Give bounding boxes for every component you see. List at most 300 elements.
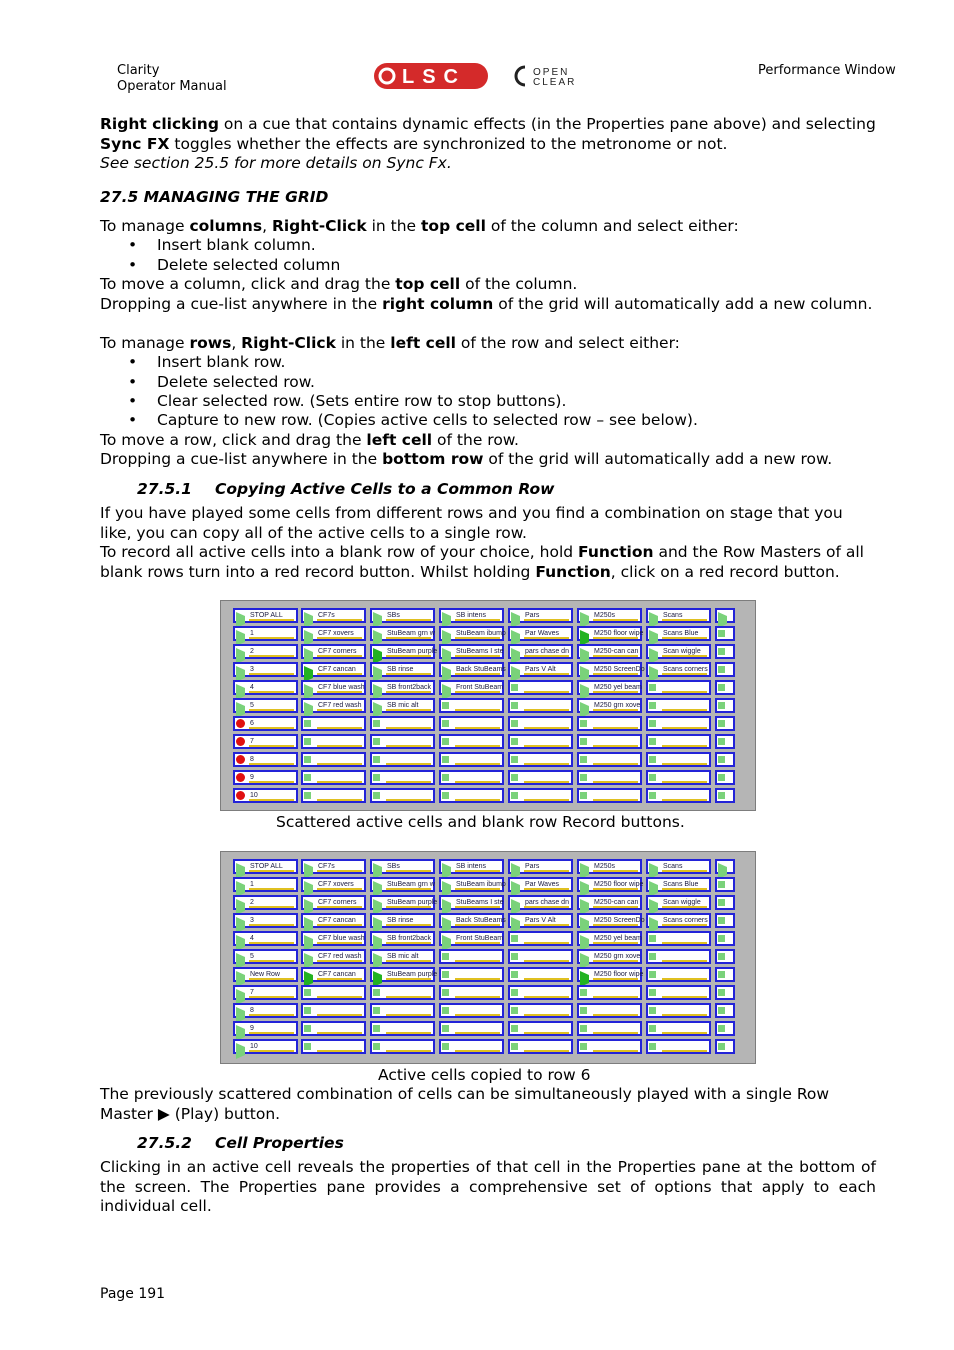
cell-progress-bar xyxy=(317,870,362,872)
grid-cell[interactable] xyxy=(715,985,735,1000)
grid-cell-label: New Row xyxy=(250,971,280,978)
grid-cell[interactable] xyxy=(233,985,298,1000)
grid-cell[interactable] xyxy=(646,985,711,1000)
grid-cell[interactable] xyxy=(508,626,573,641)
grid-cell-label: SB front2back xyxy=(387,684,431,691)
grid-cell[interactable] xyxy=(370,949,435,964)
grid-cell[interactable] xyxy=(301,752,366,767)
grid-cell[interactable] xyxy=(715,1021,735,1036)
grid-cell[interactable] xyxy=(646,626,711,641)
stop-icon xyxy=(511,756,518,763)
grid-cell-label: SBs xyxy=(387,863,400,870)
cell-progress-bar xyxy=(249,745,294,747)
grid-cell[interactable] xyxy=(577,608,642,623)
cell-progress-bar xyxy=(386,888,431,890)
grid-cell[interactable] xyxy=(301,1003,366,1018)
grid-cell[interactable] xyxy=(508,644,573,659)
grid-cell[interactable] xyxy=(301,859,366,874)
grid-cell[interactable] xyxy=(646,788,711,803)
cell-progress-bar xyxy=(249,996,294,998)
cell-progress-bar xyxy=(524,1014,569,1016)
grid-cell[interactable] xyxy=(646,680,711,695)
cell-progress-bar xyxy=(524,870,569,872)
grid-screenshot-scattered xyxy=(220,600,756,811)
cell-progress-bar xyxy=(317,978,362,980)
cell-progress-bar xyxy=(386,637,431,639)
grid-cell[interactable] xyxy=(508,788,573,803)
cell-progress-bar xyxy=(455,619,500,621)
grid-row xyxy=(231,1039,749,1054)
grid-cell[interactable] xyxy=(370,877,435,892)
cell-progress-bar xyxy=(249,1032,294,1034)
grid-cell-label: SB mic alt xyxy=(387,953,419,960)
grid-cell-label: 7 xyxy=(250,738,254,745)
grid-cell[interactable] xyxy=(370,788,435,803)
grid-cell[interactable] xyxy=(715,949,735,964)
cell-progress-bar xyxy=(317,799,362,801)
grid-cell[interactable] xyxy=(577,662,645,677)
grid-cell[interactable] xyxy=(439,859,504,874)
cell-progress-bar xyxy=(455,870,500,872)
grid-cell[interactable] xyxy=(577,680,642,695)
grid-cell-label: 6 xyxy=(250,720,254,727)
grid-cell[interactable] xyxy=(577,698,642,713)
grid-cell[interactable] xyxy=(370,752,435,767)
cell-progress-bar xyxy=(524,924,569,926)
grid-cell[interactable] xyxy=(508,931,573,946)
grid-cell-label: Scans corners xyxy=(663,917,708,924)
cell-progress-bar xyxy=(455,1032,500,1034)
grid-cell[interactable] xyxy=(577,913,645,928)
grid-cell[interactable] xyxy=(301,644,366,659)
cell-progress-bar xyxy=(662,763,707,765)
cell-progress-bar xyxy=(455,745,500,747)
grid-cell[interactable] xyxy=(233,1021,298,1036)
grid-cell[interactable] xyxy=(439,770,504,785)
grid-cell[interactable] xyxy=(508,680,573,695)
grid-cell[interactable] xyxy=(715,608,735,623)
grid-cell[interactable] xyxy=(233,680,298,695)
grid-cell[interactable] xyxy=(508,716,573,731)
cell-progress-bar xyxy=(249,673,294,675)
grid-cell[interactable] xyxy=(439,913,504,928)
grid-cell[interactable] xyxy=(508,1039,573,1054)
stop-icon xyxy=(649,1043,656,1050)
cell-progress-bar xyxy=(317,942,362,944)
cell-progress-bar xyxy=(524,1050,569,1052)
cell-progress-bar xyxy=(455,781,500,783)
grid-cell[interactable] xyxy=(301,895,366,910)
grid-cell[interactable] xyxy=(370,698,435,713)
cell-progress-bar xyxy=(317,1032,362,1034)
cell-progress-bar xyxy=(524,942,569,944)
grid-cell[interactable] xyxy=(439,1039,504,1054)
grid-cell[interactable] xyxy=(508,949,573,964)
cell-progress-bar xyxy=(455,691,500,693)
grid-cell-label: Pars xyxy=(525,612,540,619)
grid-cell[interactable] xyxy=(370,716,435,731)
grid-cell[interactable] xyxy=(715,1039,735,1054)
grid-cell[interactable] xyxy=(715,931,735,946)
cell-progress-bar xyxy=(386,1014,431,1016)
cell-progress-bar xyxy=(593,637,638,639)
stop-icon xyxy=(718,720,725,727)
cell-progress-bar xyxy=(593,727,638,729)
grid-cell[interactable] xyxy=(301,662,366,677)
grid-cell[interactable] xyxy=(646,913,711,928)
grid-cell-label: Par Waves xyxy=(525,630,559,637)
grid-cell-label: 2 xyxy=(250,899,254,906)
grid-cell[interactable] xyxy=(646,859,711,874)
cell-progress-bar xyxy=(317,781,362,783)
grid-cell[interactable] xyxy=(646,644,711,659)
cell-progress-bar xyxy=(386,763,431,765)
grid-cell-label: M250 ScreenDo xyxy=(594,666,645,673)
drop-column-text: Dropping a cue-list anywhere in the right column of the grid will automatically add a new column. xyxy=(100,295,873,313)
grid-cell[interactable] xyxy=(577,859,642,874)
grid-cell-label: M250 grn xove xyxy=(594,953,641,960)
grid-cell[interactable] xyxy=(577,788,642,803)
cell-progress-bar xyxy=(593,1032,638,1034)
cell-progress-bar xyxy=(593,673,638,675)
grid-cell[interactable] xyxy=(233,931,298,946)
grid-cell[interactable] xyxy=(715,1003,735,1018)
grid-cell[interactable] xyxy=(233,913,298,928)
grid-cell[interactable] xyxy=(370,967,438,982)
grid-cell[interactable] xyxy=(508,859,573,874)
grid-cell[interactable] xyxy=(646,895,711,910)
stop-icon xyxy=(511,935,518,942)
stop-icon xyxy=(649,684,656,691)
cell-progress-bar xyxy=(386,745,431,747)
grid-cell[interactable] xyxy=(715,913,735,928)
stop-icon xyxy=(511,738,518,745)
grid-cell[interactable] xyxy=(577,1021,642,1036)
grid-cell[interactable] xyxy=(439,680,504,695)
grid-cell[interactable] xyxy=(301,985,366,1000)
grid-cell[interactable] xyxy=(301,913,366,928)
grid-cell[interactable] xyxy=(646,877,711,892)
stop-icon xyxy=(511,720,518,727)
svg-text:LSC: LSC xyxy=(402,66,466,88)
grid-cell[interactable] xyxy=(439,734,504,749)
grid-cell[interactable] xyxy=(508,895,573,910)
cell-progress-bar xyxy=(662,799,707,801)
grid-cell[interactable] xyxy=(233,734,298,749)
grid-cell[interactable] xyxy=(577,752,642,767)
grid-cell[interactable] xyxy=(577,895,642,910)
grid-cell[interactable] xyxy=(439,752,504,767)
record-icon xyxy=(236,773,245,782)
rows-intro: To manage rows, Right-Click in the left cell of the row and select either: xyxy=(100,334,680,352)
grid-cell[interactable] xyxy=(439,985,504,1000)
grid-cell-label: CF7 red wash xyxy=(318,702,362,709)
grid-cell[interactable] xyxy=(439,626,504,641)
grid-cell[interactable] xyxy=(233,608,298,623)
cell-progress-bar xyxy=(593,781,638,783)
grid-cell-label: M250 floor wipe xyxy=(594,881,644,888)
grid-cell[interactable] xyxy=(370,985,435,1000)
grid-cell[interactable] xyxy=(577,644,642,659)
grid-cell-label: CF7s xyxy=(318,612,335,619)
grid-cell[interactable] xyxy=(577,967,642,982)
grid-cell[interactable] xyxy=(439,949,504,964)
cell-progress-bar xyxy=(317,727,362,729)
record-icon xyxy=(236,737,245,746)
grid-cell[interactable] xyxy=(508,608,573,623)
cell-progress-bar xyxy=(524,619,569,621)
grid-cell[interactable] xyxy=(577,931,642,946)
grid-cell-label: 2 xyxy=(250,648,254,655)
stop-icon xyxy=(373,720,380,727)
stop-icon xyxy=(442,792,449,799)
grid-cell[interactable] xyxy=(370,1039,435,1054)
grid-cell[interactable] xyxy=(508,1003,573,1018)
grid-cell[interactable] xyxy=(370,931,435,946)
grid-cell[interactable] xyxy=(715,716,735,731)
grid-cell-label: M250 floor wipe xyxy=(594,971,644,978)
grid-cell-label: pars chase dn xyxy=(525,899,569,906)
stop-icon xyxy=(649,792,656,799)
grid-row xyxy=(231,859,749,874)
stop-icon xyxy=(580,1025,587,1032)
stop-icon xyxy=(373,792,380,799)
grid-cell[interactable] xyxy=(233,1039,298,1054)
cell-progress-bar xyxy=(249,924,294,926)
grid-cell[interactable] xyxy=(233,770,298,785)
grid-cell[interactable] xyxy=(508,1021,573,1036)
grid-cell-label: SB intens xyxy=(456,863,486,870)
grid-cell[interactable] xyxy=(301,734,366,749)
grid-cell[interactable] xyxy=(508,967,573,982)
grid-cell[interactable] xyxy=(577,985,642,1000)
grid-cell-label: StuBeam purple xyxy=(387,971,438,978)
grid-cell[interactable] xyxy=(715,752,735,767)
grid-cell[interactable] xyxy=(577,626,642,641)
grid-cell[interactable] xyxy=(301,1021,366,1036)
grid-cell[interactable] xyxy=(439,1003,504,1018)
stop-icon xyxy=(304,738,311,745)
cell-progress-bar xyxy=(249,799,294,801)
grid-cell[interactable] xyxy=(439,608,504,623)
grid-cell[interactable] xyxy=(233,895,298,910)
grid-row xyxy=(231,895,749,910)
grid-cell[interactable] xyxy=(715,734,735,749)
grid-cell[interactable] xyxy=(577,949,642,964)
grid-cell[interactable] xyxy=(508,985,573,1000)
grid-cell[interactable] xyxy=(301,1039,366,1054)
grid-cell-label: SBs xyxy=(387,612,400,619)
grid-cell[interactable] xyxy=(233,698,298,713)
grid-cell[interactable] xyxy=(439,877,504,892)
grid-cell[interactable] xyxy=(370,680,435,695)
grid-cell[interactable] xyxy=(508,877,573,892)
grid-cell[interactable] xyxy=(715,698,735,713)
grid-cell[interactable] xyxy=(646,949,711,964)
stop-icon xyxy=(649,953,656,960)
grid-cell[interactable] xyxy=(370,913,435,928)
grid-cell[interactable] xyxy=(646,716,711,731)
stop-icon xyxy=(304,1007,311,1014)
cell-progress-bar xyxy=(317,763,362,765)
grid-row xyxy=(231,698,749,713)
grid-cell[interactable] xyxy=(646,1003,711,1018)
grid-cell[interactable] xyxy=(715,626,735,641)
stop-icon xyxy=(442,1025,449,1032)
header-manual: Operator Manual xyxy=(117,79,227,94)
grid-cell[interactable] xyxy=(715,680,735,695)
grid-cell[interactable] xyxy=(508,752,573,767)
grid-cell[interactable] xyxy=(301,698,366,713)
grid-cell[interactable] xyxy=(508,913,573,928)
grid-cell[interactable] xyxy=(301,680,366,695)
grid-cell[interactable] xyxy=(233,1003,298,1018)
grid-cell[interactable] xyxy=(233,967,298,982)
grid-cell[interactable] xyxy=(233,877,298,892)
grid-cell[interactable] xyxy=(439,1021,504,1036)
grid-cell[interactable] xyxy=(646,1021,711,1036)
grid-cell[interactable] xyxy=(508,662,573,677)
grid-cell[interactable] xyxy=(715,859,735,874)
stop-icon xyxy=(442,756,449,763)
subsection-heading-cell-properties: 27.5.2 Cell Properties xyxy=(137,1134,344,1152)
grid-cell[interactable] xyxy=(301,788,366,803)
grid-cell[interactable] xyxy=(439,931,504,946)
grid-cell[interactable] xyxy=(370,662,435,677)
grid-cell[interactable] xyxy=(370,608,435,623)
cell-progress-bar xyxy=(524,799,569,801)
grid-cell[interactable] xyxy=(233,662,298,677)
grid-cell[interactable] xyxy=(577,1003,642,1018)
cell-progress-bar xyxy=(524,888,569,890)
grid-cell[interactable] xyxy=(646,608,711,623)
grid-cell[interactable] xyxy=(577,770,642,785)
grid-cell[interactable] xyxy=(301,608,366,623)
grid-screenshot-copied xyxy=(220,851,756,1064)
grid-cell[interactable] xyxy=(233,716,298,731)
grid-cell[interactable] xyxy=(715,788,735,803)
cell-progress-bar xyxy=(593,745,638,747)
grid-cell[interactable] xyxy=(646,662,711,677)
grid-cell[interactable] xyxy=(233,752,298,767)
grid-cell[interactable] xyxy=(646,734,711,749)
grid-cell[interactable] xyxy=(439,662,504,677)
stop-icon xyxy=(718,756,725,763)
grid-cell[interactable] xyxy=(370,734,435,749)
cell-progress-bar xyxy=(386,1050,431,1052)
grid-cell[interactable] xyxy=(370,644,438,659)
stop-icon xyxy=(580,774,587,781)
stop-icon xyxy=(511,702,518,709)
grid-cell[interactable] xyxy=(577,877,642,892)
grid-cell[interactable] xyxy=(439,644,504,659)
grid-cell-label: Scan wiggle xyxy=(663,899,701,906)
cell-progress-bar xyxy=(662,619,707,621)
grid-cell[interactable] xyxy=(439,788,504,803)
grid-cell[interactable] xyxy=(370,626,435,641)
grid-cell[interactable] xyxy=(715,662,735,677)
grid-cell[interactable] xyxy=(233,949,298,964)
cell-progress-bar xyxy=(455,1014,500,1016)
grid-cell[interactable] xyxy=(439,698,504,713)
cell-progress-bar xyxy=(524,781,569,783)
grid-cell[interactable] xyxy=(439,895,504,910)
grid-cell[interactable] xyxy=(715,877,735,892)
cell-progress-bar xyxy=(662,924,707,926)
stop-icon xyxy=(373,1043,380,1050)
cell-progress-bar xyxy=(455,960,500,962)
grid-cell[interactable] xyxy=(577,734,642,749)
stop-icon xyxy=(718,630,725,637)
stop-icon xyxy=(718,738,725,745)
grid-cell[interactable] xyxy=(715,967,735,982)
grid-row xyxy=(231,985,749,1000)
cell-progress-bar xyxy=(593,996,638,998)
stop-icon xyxy=(649,935,656,942)
grid-cell[interactable] xyxy=(233,788,298,803)
grid-cell[interactable] xyxy=(715,644,735,659)
grid-cell[interactable] xyxy=(233,626,298,641)
grid-cell[interactable] xyxy=(646,770,711,785)
grid-cell[interactable] xyxy=(646,1039,711,1054)
grid-cell[interactable] xyxy=(577,1039,642,1054)
grid-cell[interactable] xyxy=(370,1021,435,1036)
grid-cell-label: 10 xyxy=(250,1043,258,1050)
grid-cell[interactable] xyxy=(301,716,366,731)
cell-progress-bar xyxy=(593,691,638,693)
grid-cell[interactable] xyxy=(646,698,711,713)
stop-icon xyxy=(373,738,380,745)
grid-cell[interactable] xyxy=(577,716,642,731)
grid-cell[interactable] xyxy=(508,770,573,785)
cell-progress-bar xyxy=(317,960,362,962)
cell-progress-bar xyxy=(249,655,294,657)
grid-cell[interactable] xyxy=(370,770,435,785)
grid-cell[interactable] xyxy=(508,734,573,749)
cell-progress-bar xyxy=(249,960,294,962)
grid-cell[interactable] xyxy=(508,698,573,713)
grid-cell[interactable] xyxy=(646,967,711,982)
grid-cell[interactable] xyxy=(439,967,504,982)
cell-progress-bar xyxy=(317,996,362,998)
stop-icon xyxy=(718,792,725,799)
grid-cell[interactable] xyxy=(715,770,735,785)
stop-icon xyxy=(304,720,311,727)
grid-cell-label: StuBeam grn w xyxy=(387,630,435,637)
stop-icon xyxy=(304,792,311,799)
cell-progress-bar xyxy=(593,619,638,621)
grid-cell[interactable] xyxy=(301,949,366,964)
grid-cell[interactable] xyxy=(439,716,504,731)
grid-cell[interactable] xyxy=(715,895,735,910)
cell-progress-bar xyxy=(249,763,294,765)
grid-cell[interactable] xyxy=(301,626,366,641)
grid-cell[interactable] xyxy=(646,931,711,946)
grid-cell[interactable] xyxy=(301,967,366,982)
grid-cell[interactable] xyxy=(370,895,438,910)
grid-cell[interactable] xyxy=(370,1003,435,1018)
grid-cell[interactable] xyxy=(370,859,435,874)
intro-paragraph: Right clicking on a cue that contains dynamic effects (in the Properties pane above) and selecting Sync FX toggles whether the effects are synchronized to the metronome or not. See section 25.5 for more details on Sync Fx. xyxy=(100,115,876,172)
stop-icon xyxy=(373,1007,380,1014)
grid-cell[interactable] xyxy=(301,770,366,785)
grid-cell[interactable] xyxy=(646,752,711,767)
grid-cell[interactable] xyxy=(301,877,366,892)
grid-cell[interactable] xyxy=(233,859,298,874)
grid-cell[interactable] xyxy=(301,931,366,946)
grid-cell[interactable] xyxy=(233,644,298,659)
columns-intro: To manage columns, Right-Click in the top cell of the column and select either: xyxy=(100,217,739,235)
